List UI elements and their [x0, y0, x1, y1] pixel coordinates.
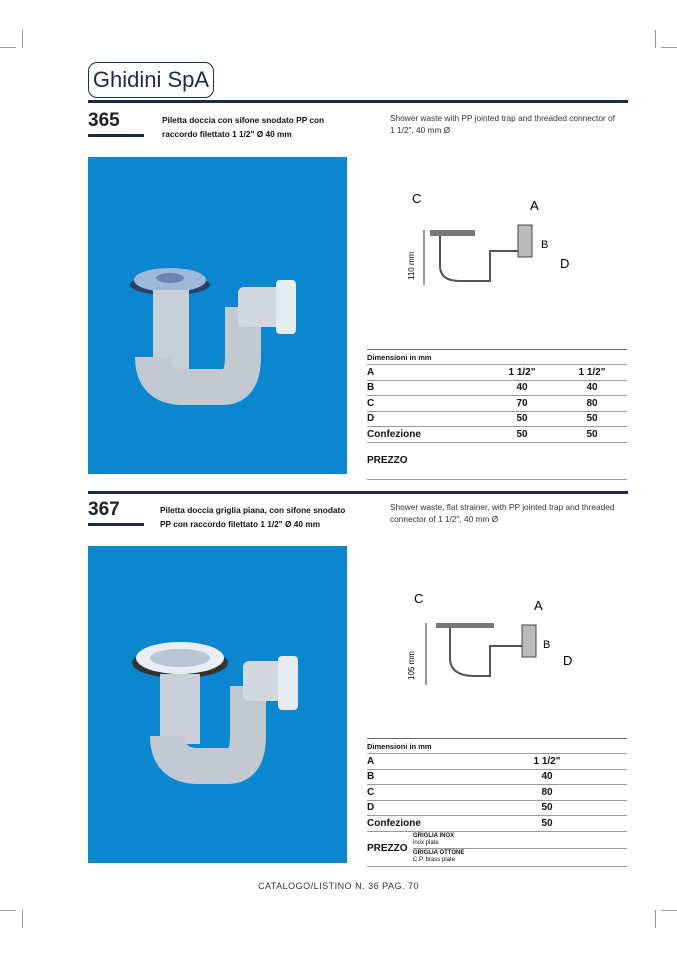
table-row: D 50 [367, 801, 627, 817]
dimension-diagram [400, 185, 600, 305]
table-header: Dimensioni in mm [367, 349, 627, 365]
code-underline [88, 523, 144, 526]
product-photo [88, 546, 347, 863]
product-code: 365 [88, 110, 120, 131]
svg-text:A: A [534, 598, 543, 613]
svg-text:C: C [414, 591, 424, 606]
price-row [367, 832, 627, 867]
svg-text:A: A [530, 198, 539, 213]
product-title-it: Piletta doccia griglia piana, con sifone snodato PP con raccordo filettato 1 1/2" Ø 40 mm [160, 505, 346, 529]
crop-mark [655, 30, 656, 48]
crop-mark [655, 910, 656, 928]
product-title-it: Piletta doccia con sifone snodato PP con raccordo filettato 1 1/2" Ø 40 mm [162, 115, 325, 139]
crop-mark [0, 910, 16, 911]
svg-text:D: D [563, 653, 573, 668]
table-row: B 40 [367, 770, 627, 786]
table-row: B 40 40 [367, 381, 627, 397]
price-option: GRIGLIA OTTONE C.P. brass plate [413, 850, 465, 863]
svg-text:105 mm: 105 mm [407, 651, 416, 680]
price-label: PREZZO [367, 443, 627, 480]
table-row: Confezione 50 50 [367, 427, 627, 443]
product-photo [88, 157, 347, 474]
crop-mark [661, 910, 677, 911]
price-label: PREZZO [367, 843, 408, 854]
svg-text:B: B [541, 239, 549, 251]
crop-mark [0, 47, 16, 48]
divider [88, 100, 628, 103]
table-row: A 1 1/2" 1 1/2" [367, 365, 627, 381]
crop-mark [661, 47, 677, 48]
crop-mark [22, 30, 23, 48]
table-row: C 70 80 [367, 396, 627, 412]
product-title-en: Shower waste with PP jointed trap and threaded connector of 1 1/2", 40 mm Ø [390, 113, 615, 135]
table-row: C 80 [367, 785, 627, 801]
page-footer: CATALOGO/LISTINO N. 36 PAG. 70 [257, 881, 420, 891]
divider [88, 491, 628, 494]
dimensions-table [367, 349, 627, 480]
code-underline [88, 134, 144, 137]
price-option: GRIGLIA INOX inox plate [413, 833, 627, 849]
svg-text:C: C [412, 191, 422, 206]
shower-waste-image [88, 157, 347, 474]
table-row: A 1 1/2" [367, 754, 627, 770]
svg-text:D: D [560, 256, 570, 271]
table-row: Confezione 50 [367, 816, 627, 832]
table-header: Dimensioni in mm [367, 738, 627, 754]
brand-logo: Ghidini SpA [88, 62, 214, 98]
svg-text:110 mm: 110 mm [407, 251, 416, 280]
table-row: D 50 50 [367, 412, 627, 428]
product-title-en: Shower waste, flat strainer, with PP jointed trap and threaded connector of 1 1/2", 40 mm Ø [390, 502, 615, 524]
shower-waste-image [88, 546, 347, 863]
svg-text:B: B [543, 639, 551, 651]
dimension-diagram [400, 585, 600, 700]
crop-mark [22, 910, 23, 928]
dimensions-table [367, 738, 627, 867]
product-code: 367 [88, 499, 120, 520]
